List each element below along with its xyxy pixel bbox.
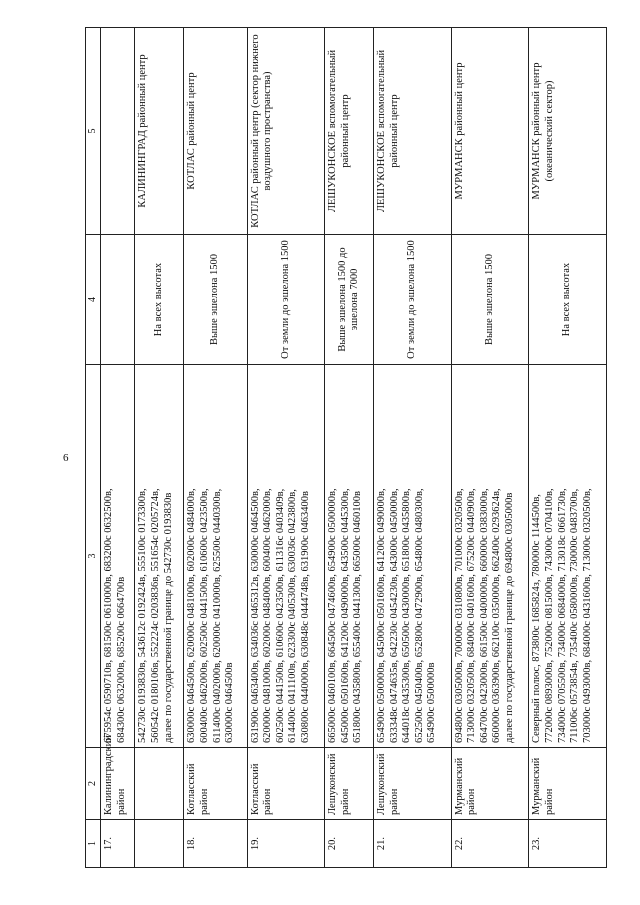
coordinate-line: 620000с 0481000в, 602000с 0484000в, 600400с 0462000в, [262, 488, 274, 743]
coordinate-line: 694800с 0305000в, 700000с 0310800в, 701000с 0320500в, [453, 488, 465, 743]
col-header-4: 4 [86, 235, 101, 365]
coordinate-line: 654900с 0500000в, 645000с 0501600в, 641200с 0490000в, [376, 488, 388, 743]
coordinate-line: 633348с 0474635в, 642230с 0454230в, 643000с 0450000в, [388, 488, 400, 743]
district-name: Лешуконский район [325, 748, 374, 820]
coordinate-line: 630000с 0464500в [224, 662, 236, 743]
airspace-sectors-table [85, 27, 607, 868]
coordinate-line: 734000с 0705500в, 734000с 0684000в, 713018с 0661730в, [556, 488, 568, 743]
altitude-range: Выше эшелона 1500 [184, 235, 247, 365]
control-center: МУРМАНСК районный центр [451, 28, 529, 235]
coordinate-line: 660000с 0363900в, 662100с 0350000в, 662400с 0293624в, [491, 488, 503, 743]
rotated-table-container [85, 28, 607, 868]
table-row [101, 28, 135, 868]
coordinates-cell [184, 365, 247, 748]
district-name: Лешуконский район [374, 748, 452, 820]
coordinate-line: 675954с 0590710в, 681500с 0610000в, 683200с 0632500в, [103, 488, 114, 743]
col-header-1: 1 [86, 820, 101, 868]
row-number: 20. [325, 820, 374, 868]
altitude-range [101, 235, 135, 365]
control-center: МУРМАНСК районный центр (океанический сектор) [529, 28, 607, 235]
coordinate-line: далее по государственной границе до 542730с 0193830в [162, 492, 174, 743]
coordinate-line: 614400с 0411100в, 623300с 0405300в, 630036с 0423800в, [287, 489, 299, 743]
coordinates-cell [374, 365, 452, 748]
coordinates-cell [325, 365, 374, 748]
table-row [184, 28, 247, 868]
altitude-range: Выше эшелона 1500 до эшелона 7000 [325, 235, 374, 365]
coordinate-line: 684300с 0632000в, 685200с 0664700в [115, 576, 127, 743]
row-number: 18. [184, 820, 247, 868]
coordinate-line: 713000с 0320500в, 684000с 0401600в, 675200с 0440900в, [466, 488, 478, 743]
district-name: Котласский район [247, 748, 325, 820]
coordinate-line: 611400с 0402000в, 620000с 0410000в, 625500с 0440300в, [211, 488, 223, 743]
control-center: ЛЕШУКОНСКОЕ вспомогательный районный центр [374, 28, 452, 235]
coordinate-line: 631900с 0463400в, 634036с 0465312в, 630000с 0464500в, [249, 488, 261, 743]
coordinate-line: 711006с 0573854в, 735400с 0580000в, 730000с 0483700в, [569, 488, 581, 743]
control-center [101, 28, 135, 235]
control-center: КОТЛАС районный центр (сектор нижнего воздушного пространства) [247, 28, 325, 235]
altitude-range: От земли до эшелона 1500 [374, 235, 452, 365]
coordinate-line: далее по государственной границе до 694800с 0305000в [504, 492, 516, 743]
coordinate-line: 664700с 0423000в, 661500с 0400000в, 660000с 0383000в, [478, 488, 490, 743]
row-number: 22. [451, 820, 529, 868]
control-center: КАЛИНИНГРАД районный центр [135, 28, 184, 235]
coordinate-line: 665000с 0460100в, 664500с 0474600в, 654900с 0500000в, [327, 488, 339, 743]
district-name: Котласский район [184, 748, 247, 820]
table-row [529, 28, 607, 868]
altitude-range: На всех высотах [529, 235, 607, 365]
row-number [135, 820, 184, 868]
col-header-5: 5 [86, 28, 101, 235]
table-row [247, 28, 325, 868]
coordinates-cell [101, 365, 135, 748]
table-row [325, 28, 374, 868]
table-row [451, 28, 529, 868]
coordinate-line: 645000с 0501600в, 641200с 0490000в, 643500с 0445300в, [339, 488, 351, 743]
row-number: 19. [247, 820, 325, 868]
coordinates-cell [529, 365, 607, 748]
coordinate-line: 652500с 0450400в, 652800с 0472900в, 654800с 0480300в, [413, 488, 425, 743]
altitude-range: На всех высотах [135, 235, 184, 365]
district-name: Мурманский район [529, 748, 607, 820]
coordinate-line: 600400с 0462000в, 602500с 0441500в, 610600с 0423500в, [198, 488, 210, 743]
coordinate-line: 542730с 0193830в, 543612с 0192424в, 555100с 0173300в, [137, 488, 149, 743]
control-center: КОТЛАС районный центр [184, 28, 247, 235]
coordinate-line: 654900с 0500000в [426, 662, 438, 743]
altitude-range: От земли до эшелона 1500 [247, 235, 325, 365]
district-name: Калининградский район [101, 748, 135, 820]
page-number: 6 [63, 452, 69, 464]
column-number-header-row [86, 28, 101, 868]
control-center: ЛЕШУКОНСКОЕ вспомогательный районный центр [325, 28, 374, 235]
altitude-range: Выше эшелона 1500 [451, 235, 529, 365]
row-number: 17. [101, 820, 135, 868]
coordinates-cell [135, 365, 184, 748]
coordinates-cell [247, 365, 325, 748]
coordinate-line: 644018с 0435300в, 650500с 0430000в, 651800с 0435800в, [401, 488, 413, 743]
col-header-3: 3 [86, 365, 101, 748]
coordinate-line: 630000с 0464500в, 620000с 0481000в, 602000с 0484000в, [186, 488, 198, 743]
row-number: 23. [529, 820, 607, 868]
table-row [374, 28, 452, 868]
coordinate-line: 602500с 0441500в, 610600с 0423500в, 611316с 0403409в, [274, 488, 286, 743]
col-header-2: 2 [86, 748, 101, 820]
coordinate-line: 651800с 0435800в, 655400с 0441300в, 665000с 0460100в [352, 491, 364, 743]
coordinate-line: 560542с 0180106в, 552224с 0203836в, 551654с 0205724в, [150, 488, 162, 743]
coordinate-line: Северный полюс, 873800с 1685824з, 780000с 1144500в, [531, 494, 543, 743]
row-number: 21. [374, 820, 452, 868]
coordinate-line: 772000с 0893000в, 752000с 0815000в, 743000с 0704100в, [543, 488, 555, 743]
district-name: Мурманский район [451, 748, 529, 820]
district-name [135, 748, 184, 820]
table-row [135, 28, 184, 868]
coordinate-line: 703000с 0493000в, 684000с 0431600в, 713000с 0320500в, [581, 488, 593, 743]
coordinates-cell [451, 365, 529, 748]
coordinate-line: 630800с 0440000в, 630848с 0444748в, 631900с 0463400в [299, 491, 311, 743]
